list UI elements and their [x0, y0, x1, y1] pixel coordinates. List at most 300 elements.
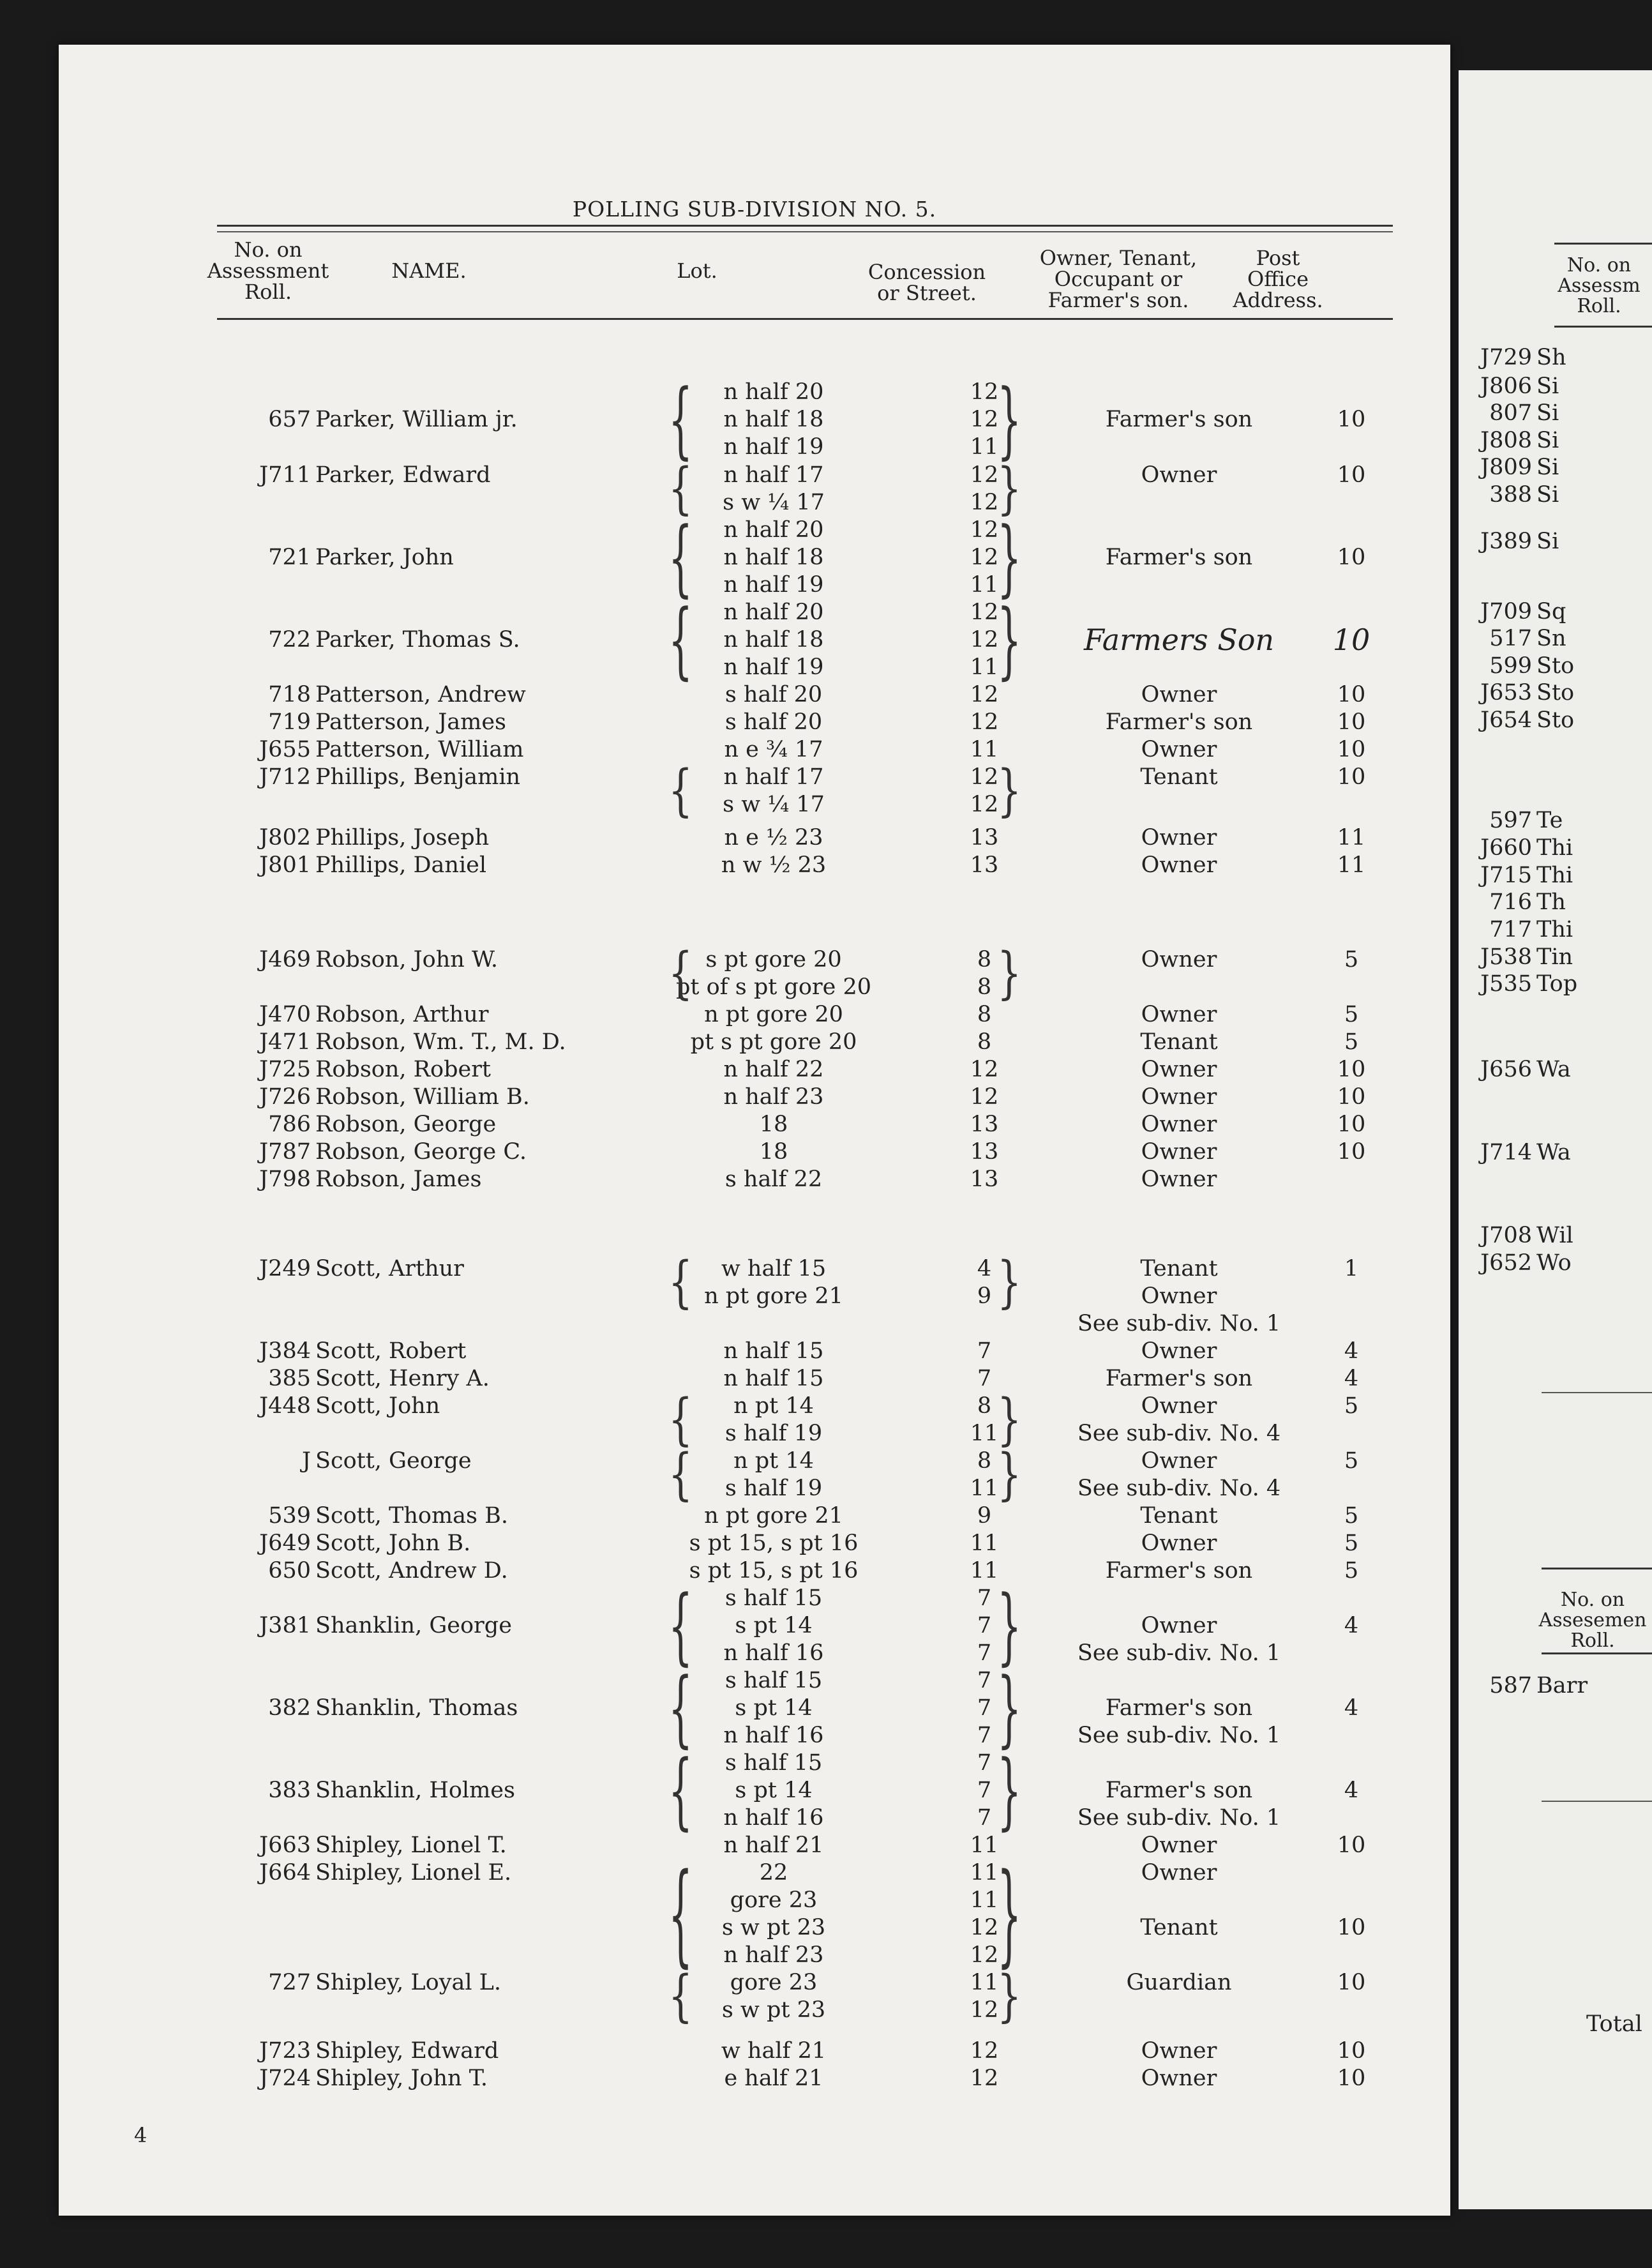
table-row — [59, 1941, 1450, 1969]
concession: 11 — [970, 654, 999, 680]
concession: 12 — [970, 1915, 999, 1940]
page-number: 4 — [134, 2123, 147, 2147]
roll-number: 718 — [268, 682, 311, 707]
concession: 11 — [970, 1421, 999, 1446]
p2-roll-number: J806 — [1480, 374, 1532, 399]
lot: n half 15 — [723, 1338, 824, 1364]
lot: s half 15 — [725, 1668, 823, 1693]
table-row — [59, 851, 1450, 879]
lot: s pt 14 — [735, 1613, 813, 1638]
owner-status: Owner — [1141, 1448, 1217, 1474]
voter-name: Shanklin, Thomas — [315, 1695, 518, 1721]
concession: 12 — [970, 2038, 999, 2064]
post-office: 10 — [1337, 682, 1366, 707]
p2-roll-number: 807 — [1489, 400, 1532, 426]
table-row — [59, 763, 1450, 791]
concession: 12 — [970, 379, 999, 405]
p2-roll-number: J654 — [1480, 707, 1532, 733]
roll-number: J724 — [259, 2066, 311, 2091]
lot-group-brace-left: { — [668, 1659, 693, 1757]
voter-name: Scott, George — [315, 1448, 472, 1474]
voter-name: Robson, Arthur — [315, 1002, 489, 1027]
owner-status: Farmer's son — [1105, 1558, 1253, 1584]
concession: 11 — [970, 1887, 999, 1913]
p2-voter-name: Wa — [1536, 1140, 1571, 1165]
lot-group-brace-left: { — [668, 1577, 693, 1674]
table-row — [59, 1721, 1450, 1750]
concession: 7 — [977, 1723, 992, 1748]
post-office: 10 — [1337, 407, 1366, 432]
p2-voter-name: Tin — [1536, 944, 1573, 970]
lot: s w ¼ 17 — [723, 792, 825, 817]
table-row — [59, 1996, 1450, 2024]
roll-number: J470 — [259, 1002, 311, 1027]
owner-status: Farmer's son — [1105, 1778, 1253, 1803]
table-row — [59, 946, 1450, 974]
table-row — [59, 1667, 1450, 1695]
voter-name: Scott, Andrew D. — [315, 1558, 508, 1584]
lot-group-brace-left: { — [668, 941, 693, 1006]
header-top-rule-2 — [217, 231, 1393, 232]
lot: n half 20 — [723, 517, 824, 543]
post-office: 5 — [1344, 1531, 1359, 1556]
roll-number: 657 — [268, 407, 311, 432]
owner-status: Farmer's son — [1105, 1366, 1253, 1391]
voter-name: Phillips, Joseph — [315, 825, 490, 850]
lot-group-brace-right: } — [997, 1250, 1022, 1315]
lot: n half 18 — [723, 545, 824, 570]
voter-name: Scott, Robert — [315, 1338, 467, 1364]
voter-name: Robson, Wm. T., M. D. — [315, 1029, 566, 1055]
post-office: 4 — [1344, 1366, 1359, 1391]
voter-name: Shipley, Edward — [315, 2038, 499, 2064]
lot: s pt gore 20 — [705, 947, 842, 972]
post-office: 1 — [1344, 1256, 1359, 1281]
owner-status: Owner — [1141, 1283, 1217, 1309]
lot: n half 16 — [723, 1640, 824, 1666]
p2-voter-name: Thi — [1536, 835, 1573, 861]
concession: 11 — [970, 1860, 999, 1886]
p2-rule-4 — [1542, 1801, 1652, 1802]
p2-total: Total — [1586, 2011, 1642, 2037]
table-row — [59, 433, 1450, 461]
p2-roll-number: J709 — [1480, 599, 1532, 624]
lot-group-brace-left: { — [668, 1387, 693, 1452]
document-page — [59, 45, 1450, 2216]
table-row — [59, 653, 1450, 681]
post-office: 10 — [1332, 623, 1370, 657]
lot: n half 17 — [723, 764, 824, 790]
lot: n pt 14 — [733, 1393, 814, 1419]
lot: 18 — [759, 1139, 788, 1165]
table-row — [59, 1969, 1450, 1997]
post-office: 11 — [1337, 852, 1366, 878]
lot: n half 20 — [723, 600, 824, 625]
concession: 12 — [970, 764, 999, 790]
adjacent-page — [1459, 70, 1652, 2209]
p2-roll-number: J656 — [1480, 1057, 1532, 1082]
lot: n half 17 — [723, 462, 824, 488]
lot-group-brace-left: { — [668, 1963, 693, 2029]
concession: 12 — [970, 1942, 999, 1968]
lot: n half 20 — [723, 379, 824, 405]
p2-voter-name: Sto — [1536, 680, 1575, 706]
voter-name: Shanklin, Holmes — [315, 1778, 515, 1803]
voter-name: Phillips, Daniel — [315, 852, 487, 878]
p2-header: No. on Assessm Roll. — [1558, 254, 1641, 317]
concession: 7 — [977, 1750, 992, 1776]
concession: 13 — [970, 1139, 999, 1165]
post-office: 10 — [1337, 1139, 1366, 1165]
roll-number: 721 — [268, 545, 311, 570]
concession: 13 — [970, 1112, 999, 1137]
concession: 7 — [977, 1338, 992, 1364]
voter-name: Patterson, William — [315, 737, 524, 762]
header-name: NAME. — [391, 259, 467, 283]
owner-status: See sub-div. No. 1 — [1077, 1805, 1281, 1831]
p2-roll-number: 597 — [1489, 808, 1532, 833]
lot: n half 18 — [723, 627, 824, 653]
lot: s w pt 23 — [721, 1915, 826, 1940]
concession: 11 — [970, 737, 999, 762]
table-row — [59, 1110, 1450, 1138]
owner-status: Owner — [1141, 682, 1217, 707]
p2-roll-number: J652 — [1480, 1250, 1532, 1276]
p2-voter-name: Wo — [1536, 1250, 1572, 1276]
owner-status: Owner — [1141, 2038, 1217, 2064]
concession: 12 — [970, 1084, 999, 1110]
lot-group-brace-left: { — [668, 1250, 693, 1315]
post-office: 10 — [1337, 1084, 1366, 1110]
p2-voter-name: Th — [1536, 889, 1566, 915]
post-office: 5 — [1344, 1002, 1359, 1027]
table-row — [59, 1392, 1450, 1420]
lot-group-brace-left: { — [668, 509, 693, 606]
lot: n half 23 — [723, 1942, 824, 1968]
concession: 7 — [977, 1695, 992, 1721]
p2-roll-number: J660 — [1480, 835, 1532, 861]
lot: s half 19 — [725, 1421, 823, 1446]
owner-status: Owner — [1141, 1084, 1217, 1110]
owner-status: See sub-div. No. 4 — [1077, 1421, 1281, 1446]
lot: s w ¼ 17 — [723, 490, 825, 515]
owner-status: Owner — [1141, 1338, 1217, 1364]
voter-name: Shipley, Lionel E. — [315, 1860, 512, 1886]
roll-number: J — [301, 1448, 311, 1474]
header-owner: Owner, Tenant, Occupant or Farmer's son. — [1039, 246, 1198, 312]
p2-roll-number: J653 — [1480, 680, 1532, 706]
owner-status: See sub-div. No. 1 — [1077, 1311, 1281, 1336]
lot-group-brace-left: { — [668, 1442, 693, 1507]
table-row — [59, 1557, 1450, 1585]
post-office: 10 — [1337, 764, 1366, 790]
lot-group-brace-right: } — [997, 941, 1022, 1006]
post-office: 5 — [1344, 1448, 1359, 1474]
lot: n half 22 — [723, 1057, 824, 1082]
table-row — [59, 1255, 1450, 1283]
lot: n half 16 — [723, 1723, 824, 1748]
owner-status: Tenant — [1140, 764, 1218, 790]
concession: 8 — [977, 1029, 992, 1055]
concession: 9 — [977, 1283, 992, 1309]
table-row — [59, 623, 1450, 657]
concession: 12 — [970, 462, 999, 488]
lot-group-brace-right: } — [997, 1387, 1022, 1452]
roll-number: 727 — [268, 1970, 311, 1995]
owner-status: See sub-div. No. 4 — [1077, 1476, 1281, 1501]
table-row — [59, 1028, 1450, 1056]
concession: 11 — [970, 572, 999, 598]
table-row — [59, 681, 1450, 709]
roll-number: J471 — [259, 1029, 311, 1055]
header-lot: Lot. — [677, 259, 717, 283]
p2-voter-name: Si — [1536, 482, 1559, 508]
concession: 7 — [977, 1668, 992, 1693]
header-concession: Concession or Street. — [867, 260, 986, 305]
p2-rule-2 — [1542, 1568, 1652, 1569]
voter-name: Patterson, Andrew — [315, 682, 526, 707]
concession: 11 — [970, 1476, 999, 1501]
roll-number: J801 — [259, 852, 311, 878]
table-row — [59, 1310, 1450, 1338]
table-row — [59, 1165, 1450, 1193]
concession: 12 — [970, 600, 999, 625]
roll-number: 382 — [268, 1695, 311, 1721]
table-row — [59, 1584, 1450, 1612]
concession: 7 — [977, 1366, 992, 1391]
table-row — [59, 1001, 1450, 1029]
table-row — [59, 1886, 1450, 1914]
p2-roll-number: J708 — [1480, 1223, 1532, 1248]
voter-name: Scott, Thomas B. — [315, 1503, 508, 1529]
p2-voter-name: Top — [1536, 971, 1578, 997]
table-row — [59, 571, 1450, 599]
concession: 11 — [970, 1833, 999, 1858]
table-row — [59, 1337, 1450, 1365]
table-row — [59, 1138, 1450, 1166]
p2-voter-name: Sto — [1536, 653, 1575, 679]
lot-group-brace-right: } — [997, 1849, 1022, 1978]
owner-status: Owner — [1141, 462, 1217, 488]
owner-status: Farmer's son — [1105, 1695, 1253, 1721]
lot-group-brace-right: } — [997, 456, 1022, 521]
owner-status: Owner — [1141, 825, 1217, 850]
lot: n half 19 — [723, 434, 824, 460]
p2-roll-number: 388 — [1489, 482, 1532, 508]
table-row — [59, 1447, 1450, 1475]
roll-number: J725 — [259, 1057, 311, 1082]
p2-row-2-num: 587 — [1489, 1673, 1532, 1698]
concession: 7 — [977, 1613, 992, 1638]
lot: s pt 15, s pt 16 — [689, 1558, 859, 1584]
p2-voter-name: Sto — [1536, 707, 1575, 733]
concession: 12 — [970, 545, 999, 570]
concession: 8 — [977, 974, 992, 1000]
p2-voter-name: Si — [1536, 428, 1559, 453]
owner-status: Owner — [1141, 1002, 1217, 1027]
lot: n e ½ 23 — [724, 825, 823, 850]
voter-name: Phillips, Benjamin — [315, 764, 521, 790]
roll-number: J663 — [259, 1833, 311, 1858]
voter-name: Robson, James — [315, 1167, 482, 1192]
lot: 22 — [759, 1860, 788, 1886]
p2-rule-mid — [1542, 1392, 1652, 1393]
table-row — [59, 461, 1450, 489]
concession: 12 — [970, 792, 999, 817]
table-row — [59, 1282, 1450, 1310]
roll-number: 786 — [268, 1112, 311, 1137]
roll-number: J655 — [259, 737, 311, 762]
post-office: 10 — [1337, 545, 1366, 570]
lot-group-brace-left: { — [668, 1742, 693, 1839]
lot-group-brace-left: { — [668, 591, 693, 688]
p2-voter-name: Si — [1536, 529, 1559, 554]
lot-group-brace-left: { — [668, 371, 693, 468]
lot: n pt 14 — [733, 1448, 814, 1474]
lot: s half 20 — [725, 709, 823, 735]
p2-voter-name: Sq — [1536, 599, 1566, 624]
lot-group-brace-right: } — [997, 1577, 1022, 1674]
lot: e half 21 — [724, 2066, 823, 2091]
roll-number: 385 — [268, 1366, 311, 1391]
table-row — [59, 543, 1450, 571]
concession: 13 — [970, 852, 999, 878]
concession: 8 — [977, 1393, 992, 1419]
post-office: 5 — [1344, 1393, 1359, 1419]
roll-number: J802 — [259, 825, 311, 850]
roll-number: J249 — [259, 1256, 311, 1281]
owner-status: Tenant — [1140, 1029, 1218, 1055]
table-row — [59, 1055, 1450, 1084]
lot: n pt gore 21 — [704, 1283, 843, 1309]
owner-status: Owner — [1141, 1057, 1217, 1082]
owner-status: See sub-div. No. 1 — [1077, 1640, 1281, 1666]
lot: pt s pt gore 20 — [690, 1029, 857, 1055]
lot-group-brace-left: { — [668, 1849, 693, 1978]
owner-status: Farmers Son — [1083, 623, 1275, 657]
table-row — [59, 824, 1450, 852]
p2-roll-number: J535 — [1480, 971, 1532, 997]
concession: 12 — [970, 517, 999, 543]
roll-number: 539 — [268, 1503, 311, 1529]
table-row — [59, 2064, 1450, 2092]
post-office: 11 — [1337, 825, 1366, 850]
owner-status: Farmer's son — [1105, 407, 1253, 432]
owner-status: Owner — [1141, 1531, 1217, 1556]
table-row — [59, 488, 1450, 517]
table-row — [59, 708, 1450, 736]
roll-number: 719 — [268, 709, 311, 735]
lot: s half 15 — [725, 1750, 823, 1776]
lot: n half 16 — [723, 1805, 824, 1831]
p2-voter-name: Thi — [1536, 917, 1573, 942]
p2-roll-number: 517 — [1489, 626, 1532, 651]
page-title: POLLING SUB-DIVISION NO. 5. — [572, 197, 937, 222]
p2-roll-number: J809 — [1480, 455, 1532, 480]
roll-number: J712 — [259, 764, 311, 790]
voter-name: Robson, George C. — [315, 1139, 527, 1165]
voter-name: Robson, John W. — [315, 947, 498, 972]
concession: 7 — [977, 1640, 992, 1666]
post-office: 4 — [1344, 1613, 1359, 1638]
p2-roll-number: J714 — [1480, 1140, 1532, 1165]
table-row — [59, 973, 1450, 1001]
concession: 13 — [970, 825, 999, 850]
voter-name: Scott, John B. — [315, 1531, 471, 1556]
table-row — [59, 405, 1450, 434]
owner-status: Owner — [1141, 947, 1217, 972]
concession: 7 — [977, 1778, 992, 1803]
p2-roll-number: 599 — [1489, 653, 1532, 679]
lot: n half 18 — [723, 407, 824, 432]
post-office: 4 — [1344, 1338, 1359, 1364]
lot: n half 21 — [723, 1833, 824, 1858]
lot: s pt 14 — [735, 1695, 813, 1721]
voter-name: Patterson, James — [315, 709, 507, 735]
roll-number: 722 — [268, 627, 311, 653]
lot-group-brace-right: } — [997, 758, 1022, 823]
concession: 8 — [977, 1448, 992, 1474]
roll-number: 383 — [268, 1778, 311, 1803]
table-row — [59, 1474, 1450, 1502]
roll-number: J664 — [259, 1860, 311, 1886]
post-office: 5 — [1344, 947, 1359, 972]
post-office: 4 — [1344, 1695, 1359, 1721]
table-row — [59, 1831, 1450, 1859]
owner-status: Owner — [1141, 1833, 1217, 1858]
p2-roll-number: 716 — [1489, 889, 1532, 915]
concession: 11 — [970, 434, 999, 460]
lot: s half 20 — [725, 682, 823, 707]
table-row — [59, 1502, 1450, 1530]
lot-group-brace-left: { — [668, 758, 693, 823]
concession: 12 — [970, 682, 999, 707]
p2-rule-top — [1554, 243, 1652, 245]
owner-status: Owner — [1141, 1860, 1217, 1886]
post-office: 10 — [1337, 737, 1366, 762]
lot: gore 23 — [730, 1970, 818, 1995]
lot: 18 — [759, 1112, 788, 1137]
concession: 12 — [970, 1997, 999, 2023]
voter-name: Robson, William B. — [315, 1084, 530, 1110]
owner-status: Owner — [1141, 1167, 1217, 1192]
owner-status: Owner — [1141, 1393, 1217, 1419]
concession: 8 — [977, 1002, 992, 1027]
header-post: Post Office Address. — [1233, 246, 1323, 312]
concession: 13 — [970, 1167, 999, 1192]
post-office: 10 — [1337, 1112, 1366, 1137]
lot: n w ½ 23 — [721, 852, 827, 878]
table-row — [59, 1083, 1450, 1111]
table-row — [59, 1529, 1450, 1557]
concession: 8 — [977, 947, 992, 972]
table-row — [59, 1776, 1450, 1804]
owner-status: Tenant — [1140, 1915, 1218, 1940]
p2-voter-name: Si — [1536, 400, 1559, 426]
lot-group-brace-right: } — [997, 591, 1022, 688]
concession: 12 — [970, 709, 999, 735]
lot: n half 23 — [723, 1084, 824, 1110]
roll-number: J384 — [259, 1338, 311, 1364]
table-row — [59, 1749, 1450, 1777]
p2-voter-name: Si — [1536, 374, 1559, 399]
concession: 12 — [970, 627, 999, 653]
lot: n half 15 — [723, 1366, 824, 1391]
owner-status: Owner — [1141, 1112, 1217, 1137]
concession: 12 — [970, 1057, 999, 1082]
concession: 12 — [970, 2066, 999, 2091]
voter-name: Parker, Edward — [315, 462, 491, 488]
